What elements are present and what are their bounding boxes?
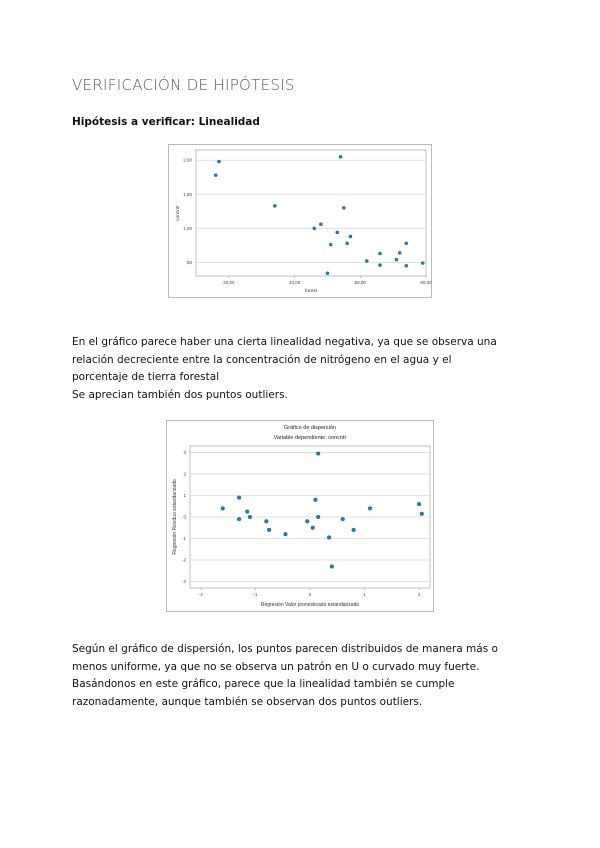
page-title: VERIFICACIÓN DE HIPÓTESIS bbox=[72, 76, 295, 94]
x-tick-label: 2 bbox=[417, 592, 421, 597]
paragraph-line: En el gráfico parece haber una cierta linealidad negativa, ya que se observa una bbox=[72, 336, 497, 348]
y-tick-label: 2 bbox=[183, 471, 186, 477]
data-point bbox=[284, 532, 288, 536]
data-point bbox=[327, 536, 331, 540]
data-point bbox=[330, 565, 334, 569]
data-point bbox=[365, 259, 368, 262]
chart-subtitle: Variable dependiente: concntr bbox=[273, 435, 347, 441]
data-point bbox=[398, 251, 401, 254]
chart2-svg bbox=[166, 420, 434, 612]
data-point bbox=[405, 242, 408, 245]
y-tick-label: 0 bbox=[183, 514, 186, 520]
data-point bbox=[336, 231, 339, 234]
data-point bbox=[421, 261, 424, 264]
data-point bbox=[245, 510, 249, 514]
paragraph-residuals bbox=[72, 641, 542, 711]
x-tick-label: -1 bbox=[253, 592, 258, 597]
data-point bbox=[319, 223, 322, 226]
paragraph-line: Se aprecian también dos puntos outliers. bbox=[72, 388, 288, 401]
data-point bbox=[316, 452, 320, 456]
data-point bbox=[314, 498, 318, 502]
paragraph-line: menos uniforme, ya que no se observa un patrón en U o curvado muy fuerte. bbox=[72, 660, 480, 673]
x-tick-label: 1 bbox=[363, 592, 366, 597]
y-axis-label: concntr bbox=[176, 205, 181, 221]
y-tick-label: -3 bbox=[181, 579, 186, 585]
paragraph-line: razonadamente, aunque también se observan dos puntos outliers. bbox=[72, 695, 423, 708]
x-tick-label: 40,00 bbox=[288, 280, 301, 285]
data-point bbox=[237, 517, 241, 521]
y-tick-label: ,50 bbox=[185, 259, 192, 265]
scatter-chart-concntr-forest bbox=[168, 144, 432, 298]
data-point bbox=[311, 526, 315, 530]
data-point bbox=[420, 512, 424, 516]
data-point bbox=[329, 243, 332, 246]
data-point bbox=[214, 174, 217, 177]
data-point bbox=[267, 528, 271, 532]
x-tick-label: 0 bbox=[308, 592, 312, 597]
data-point bbox=[273, 204, 276, 207]
data-point bbox=[264, 519, 268, 523]
paragraph-line: Basándonos en este gráfico, parece que la linealidad también se cumple bbox=[72, 678, 455, 690]
data-point bbox=[352, 528, 356, 532]
data-point bbox=[248, 515, 252, 519]
y-tick-label: 2,00 bbox=[183, 157, 192, 163]
y-tick-label: 1,00 bbox=[183, 225, 192, 231]
data-point bbox=[405, 264, 408, 267]
y-tick-label: 1 bbox=[183, 492, 186, 498]
plot-area bbox=[196, 150, 426, 276]
y-tick-label: -2 bbox=[181, 557, 186, 563]
data-point bbox=[349, 235, 352, 238]
data-point bbox=[326, 272, 329, 275]
x-tick-label: 60,00 bbox=[354, 280, 366, 285]
paragraph-line: relación decreciente entre la concentración de nitrógeno en el agua y el bbox=[72, 353, 452, 366]
data-point bbox=[316, 515, 320, 519]
chart-title: Gráfico de dispersión bbox=[284, 425, 336, 431]
y-tick-label: 1,50 bbox=[183, 191, 192, 197]
paragraph-linearity bbox=[72, 334, 542, 404]
data-point bbox=[221, 506, 225, 510]
data-point bbox=[217, 160, 220, 163]
data-point bbox=[313, 227, 316, 230]
y-axis-label: Regresión Residuo estandarizado bbox=[172, 479, 178, 555]
data-point bbox=[378, 264, 381, 267]
paragraph-line: Según el gráfico de dispersión, los puntos parecen distribuidos de manera más o bbox=[72, 643, 498, 655]
chart1-svg bbox=[168, 144, 432, 298]
data-point bbox=[378, 252, 381, 255]
x-tick-label: -2 bbox=[198, 592, 203, 597]
data-point bbox=[237, 496, 241, 500]
paragraph-line: porcentaje de tierra forestal bbox=[72, 371, 220, 383]
y-tick-label: 3 bbox=[183, 449, 186, 455]
x-axis-label: Regresión Valor pronosticado estandarizado bbox=[260, 602, 360, 608]
data-point bbox=[346, 242, 349, 245]
data-point bbox=[395, 258, 398, 261]
section-subtitle: Hipótesis a verificar: Linealidad bbox=[72, 116, 260, 128]
y-tick-label: -1 bbox=[181, 536, 186, 542]
data-point bbox=[305, 519, 309, 523]
data-point bbox=[341, 517, 345, 521]
data-point bbox=[417, 502, 421, 506]
x-tick-label: 80,00 bbox=[420, 280, 432, 285]
x-axis-label: forest bbox=[305, 289, 317, 294]
data-point bbox=[339, 155, 342, 158]
data-point bbox=[368, 506, 372, 510]
scatter-chart-residuals bbox=[166, 420, 434, 612]
data-point bbox=[342, 206, 345, 209]
x-tick-label: 20,00 bbox=[223, 280, 235, 285]
